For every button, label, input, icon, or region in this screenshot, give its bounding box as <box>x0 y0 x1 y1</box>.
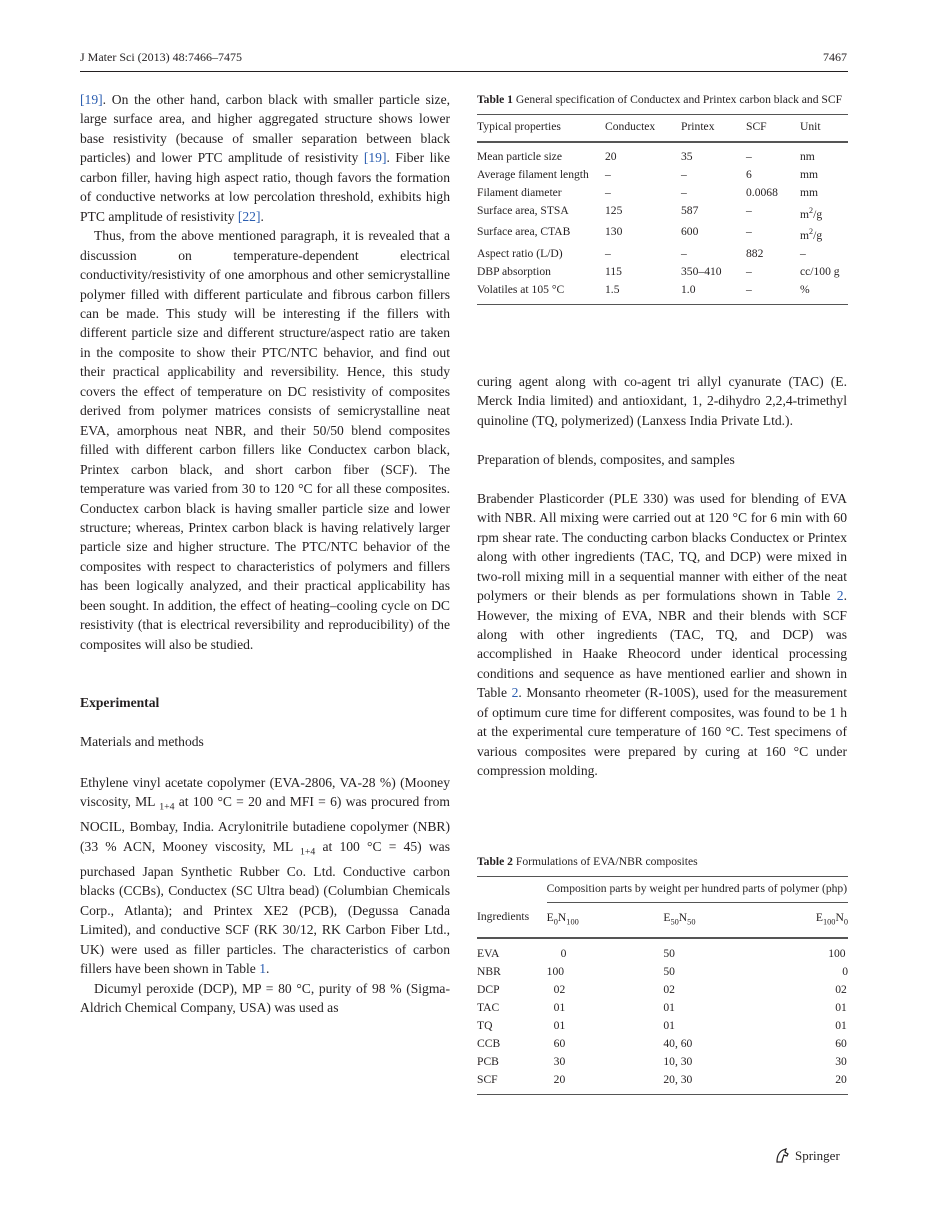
citation-link[interactable]: [19] <box>363 150 387 166</box>
table-cell: DCP <box>477 982 500 996</box>
text-run: Thus, from the above mentioned paragraph, it is revealed that a discussion on temperature-dependent electrical conductivity/resistivity of one amorphous and other semicrystalline polymer filled with different particulate and fibrous carbon fillers can be made. This study will be interesting if the fillers with different particle size and different structure/aspect ratio are taken in the composite to show their PTC/NTC behavior, and find out their practical applicability and reversibility. Hence, this study covers the effect of temperature on DC resistivity of composites derived from polymer matrices consists of semicrystalline neat EVA, amorphous neat NBR, and their 50/50 blend composites filled with different carbon fillers like Conductex carbon black, Printex carbon black, and short carbon fiber (SCF). The temperature was varied from 30 to 120 °C for all these composites. Conductex carbon black is having smaller particle size and lower structure; whereas, Printex carbon black is having relatively larger particle size and higher structure. The PTC/NTC behavior of the composites with respect to characteristics of polymers and fillers has been logically analyzed, and their practical applicability has been sought. In addition, the effect of heating–cooling cycle on DC resistivity (that is electrical reversibility and reproducibility) of the composites will also be studied. <box>80 228 450 652</box>
table-cell: 100 <box>546 964 565 978</box>
table-cell: 587 <box>681 203 699 217</box>
table-cell: 60 <box>835 1036 847 1050</box>
table-label: Table 2 <box>477 855 513 868</box>
subscript: 1+4 <box>159 801 175 813</box>
column-header: Conductex <box>605 119 656 133</box>
table-cell: Volatiles at 105 °C <box>477 283 565 297</box>
paragraph <box>80 90 450 226</box>
table-cell: 6 <box>746 167 752 181</box>
text-run: curing agent along with co-agent tri allyl cyanurate (TAC) (E. Merck India limited) and antioxidant, 1, 2-dihydro 2,2,4-trimethyl quinoline (TQ, polymerized) (Lanxess India Private Ltd.). <box>477 374 847 428</box>
citation-link[interactable]: [19] <box>80 92 103 107</box>
running-header-journal: J Mater Sci (2013) 48:7466–7475 <box>80 50 242 64</box>
text-run: E <box>663 910 671 924</box>
paragraph <box>80 979 450 1018</box>
text-run: N <box>678 910 688 924</box>
table-header-row <box>477 114 848 142</box>
table-cell: – <box>605 247 611 261</box>
table-caption <box>477 92 847 108</box>
subsection-heading: Preparation of blends, composites, and samples <box>477 451 735 467</box>
paragraph <box>477 372 847 430</box>
text-run: E <box>815 910 823 924</box>
table-cell: PCB <box>477 1054 499 1068</box>
table-cell: $m^2/g$ <box>800 205 823 221</box>
table-row <box>477 963 848 981</box>
table-cell: 02 <box>835 982 847 996</box>
table-cell: 350–410 <box>681 265 722 279</box>
text-run: Dicumyl peroxide (DCP), MP = 80 °C, purity of 98 % (Sigma-Aldrich Chemical Company, USA) was used as <box>80 980 450 1015</box>
table-cell: – <box>746 203 752 217</box>
table-cell: cc/100 g <box>800 265 840 279</box>
table-cell: 100 <box>828 946 846 960</box>
table-cell: 01 <box>835 1018 847 1032</box>
table-2 <box>477 854 847 1095</box>
table-cell: 30 <box>835 1054 847 1068</box>
column-header <box>663 902 764 938</box>
citation-link[interactable]: 2 <box>511 685 519 701</box>
table-cell: Filament diameter <box>477 185 562 199</box>
table-row <box>477 981 848 999</box>
text-run: . <box>266 961 270 977</box>
table-cell: Aspect ratio (L/D) <box>477 247 563 261</box>
text-run: at 100 °C = 20 and MFI = 6) was procured from NOCIL, Bombay, India. Acrylonitrile butadiene copolymer (NBR) (33 % ACN, Mooney viscosity, ML <box>80 794 450 854</box>
table-cell: – <box>746 225 752 239</box>
publisher-name: Springer <box>795 1148 840 1163</box>
table-cell: 20 <box>553 1072 566 1086</box>
paragraph <box>80 226 450 654</box>
table-cell: 01 <box>663 1000 675 1014</box>
table-cell: – <box>681 167 687 181</box>
table-row <box>477 184 848 202</box>
table-cell: nm <box>800 149 815 163</box>
column-header: Unit <box>800 119 821 133</box>
text-run: . However, the mixing of EVA, NBR and their blends with SCF along with other ingredients (TAC, TQ, and DCP) was accomplished in Haake Rheocord under identical processing conditions and sequence as have mentioned earlier and shown in Table <box>477 588 847 701</box>
table-row <box>477 166 848 184</box>
table-cell: – <box>746 149 752 163</box>
text-run: N <box>557 910 567 924</box>
table-row <box>477 1053 848 1071</box>
table-row <box>477 142 848 166</box>
table-cell: – <box>746 283 752 297</box>
column-header: Ingredients <box>477 910 530 923</box>
table-cell: 115 <box>605 265 622 279</box>
text-run: Ethylene vinyl acetate copolymer (EVA-2806, VA-28 %) (Mooney viscosity, ML <box>80 774 450 809</box>
table-cell: 01 <box>553 1018 566 1032</box>
subscript: 0 <box>553 916 558 926</box>
table-cell: – <box>605 185 611 199</box>
citation-link[interactable]: 2 <box>836 588 844 604</box>
text-run: . <box>260 208 264 224</box>
subsection-heading: Materials and methods <box>80 734 204 750</box>
paragraph <box>477 489 847 781</box>
table-cell: % <box>800 283 810 297</box>
citation-link[interactable]: [22] <box>237 208 261 224</box>
table-cell: DBP absorption <box>477 265 551 279</box>
column-group-header: Composition parts by weight per hundred parts of polymer (php) <box>547 876 848 902</box>
table-cell: 0 <box>560 946 567 960</box>
table-cell: – <box>800 247 806 261</box>
table-cell: Surface area, STSA <box>477 203 569 217</box>
table-cell: 01 <box>835 1000 847 1014</box>
table-1-grid <box>477 114 848 306</box>
table-cell: – <box>681 185 687 199</box>
left-column <box>80 90 450 1017</box>
table-cell: $m^2/g$ <box>800 227 823 243</box>
column-header: Printex <box>681 119 715 133</box>
table-row <box>477 1035 848 1053</box>
table-cell: 02 <box>663 982 675 996</box>
table-cell: 20, 30 <box>663 1072 693 1086</box>
table-1 <box>477 92 847 305</box>
table-label: Table 1 <box>477 93 513 106</box>
table-row <box>477 281 848 305</box>
section-heading: Experimental <box>80 695 160 711</box>
column-header <box>764 902 848 938</box>
text-run: . Monsanto rheometer (R-100S), used for the measurement of optimum cure time for different composites, was found to be 1 h at the experimental cure temperature of 160 °C. Test specimens of various composites were prepared by curing at 160 °C under compression molding. <box>477 685 847 779</box>
table-row <box>477 263 848 281</box>
table-row <box>477 1017 848 1035</box>
text-run: . Fiber like carbon filler, having high aspect ratio, though favors the formation of conductive networks at low percolation threshold, exhibits high PTC amplitude of resistivity <box>80 150 450 224</box>
table-cell: 600 <box>681 225 699 239</box>
table-cell: 0.0068 <box>746 185 778 199</box>
table-row <box>477 938 848 963</box>
column-header: SCF <box>746 119 767 133</box>
text-run: N <box>835 910 844 924</box>
table-cell: EVA <box>477 946 500 960</box>
table-cell: TQ <box>477 1018 493 1032</box>
table-row <box>477 223 848 245</box>
table-cell: 02 <box>553 982 566 996</box>
subscript: 100 <box>822 916 836 926</box>
table-cell: mm <box>800 167 819 181</box>
publisher-logo <box>773 1147 840 1165</box>
table-cell: – <box>746 265 752 279</box>
text-run: E <box>546 910 554 924</box>
citation-link[interactable]: 1 <box>259 961 267 977</box>
table-cell: 10, 30 <box>663 1054 693 1068</box>
table-cell: Surface area, CTAB <box>477 225 571 239</box>
table-cell: 1.0 <box>681 283 696 297</box>
table-cell: Mean particle size <box>477 149 562 163</box>
table-header-row <box>477 902 848 938</box>
subscript: 100 <box>566 916 579 926</box>
subscript: 50 <box>687 916 696 926</box>
text-run: at 100 °C = 45) was purchased Japan Synthetic Rubber Co. Ltd. Conductive carbon blacks (CCBs), Conductex (SC Ultra bead) (Columbian Chemicals Corp., Atlanta); and Printex XE2 (PCB), (Degussa Canada Limited), and conductive SCF (RK 30/12, RK Carbon Fiber Ltd., UK) were used as filler particles. The characteristics of carbon fillers have been shown in Table <box>80 838 450 977</box>
table-cell: 50 <box>663 946 675 960</box>
table-cell: NBR <box>477 964 501 978</box>
table-row <box>477 245 848 263</box>
table-cell: mm <box>800 185 819 199</box>
table-row <box>477 999 848 1017</box>
subscript: 1+4 <box>299 846 316 858</box>
table-cell: 20 <box>605 149 617 163</box>
table-cell: 40, 60 <box>663 1036 693 1050</box>
springer-horse-icon <box>773 1147 791 1165</box>
column-header: Typical properties <box>477 119 561 133</box>
table-cell: 50 <box>663 964 675 978</box>
table-cell: Average filament length <box>477 167 589 181</box>
table-caption-text: Formulations of EVA/NBR composites <box>515 855 698 868</box>
table-cell: TAC <box>477 1000 500 1014</box>
table-cell: SCF <box>477 1072 498 1086</box>
table-cell: 20 <box>835 1072 847 1086</box>
page-number: 7467 <box>823 50 847 64</box>
table-caption-text: General specification of Conductex and Printex carbon black and SCF <box>515 93 843 106</box>
table-cell: 01 <box>663 1018 675 1032</box>
table-cell: 60 <box>553 1036 566 1050</box>
text-run: . On the other hand, carbon black with smaller particle size, large surface area, and higher aggregated structure shows lower base resistivity (because of smaller separation between black particles) and lower PTC amplitude of resistivity <box>80 92 450 166</box>
table-cell: 130 <box>605 225 623 239</box>
table-row <box>477 1071 848 1095</box>
column-header <box>547 902 664 938</box>
table-cell: 30 <box>553 1054 566 1068</box>
table-cell: – <box>605 167 611 181</box>
text-run: Brabender Plasticorder (PLE 330) was used for blending of EVA with NBR. All mixing were carried out at 120 °C for 6 min with 60 rpm shear rate. The conducting carbon blacks Conductex or Printex along with other ingredients (TAC, TQ, and DCP) were mixed in two-roll mixing mill in a sequential manner with either of the neat polymers or their blends as per formulations shown in Table <box>477 490 847 604</box>
table-row <box>477 202 848 224</box>
table-cell: 35 <box>681 149 693 163</box>
table-cell <box>477 876 547 902</box>
table-cell: 882 <box>746 247 764 261</box>
subscript: 0 <box>843 916 848 926</box>
table-cell: 01 <box>553 1000 566 1014</box>
table-2-grid <box>477 876 848 1095</box>
header-rule <box>80 71 848 72</box>
table-caption <box>477 854 847 870</box>
table-cell: 125 <box>605 203 623 217</box>
subscript: 50 <box>670 916 679 926</box>
right-column <box>477 372 847 781</box>
table-cell: 1.5 <box>605 283 620 297</box>
table-cell: 0 <box>842 964 848 978</box>
table-cell: – <box>681 247 687 261</box>
paragraph <box>80 773 450 979</box>
table-cell: CCB <box>477 1036 501 1050</box>
table-group-header-row <box>477 876 848 902</box>
